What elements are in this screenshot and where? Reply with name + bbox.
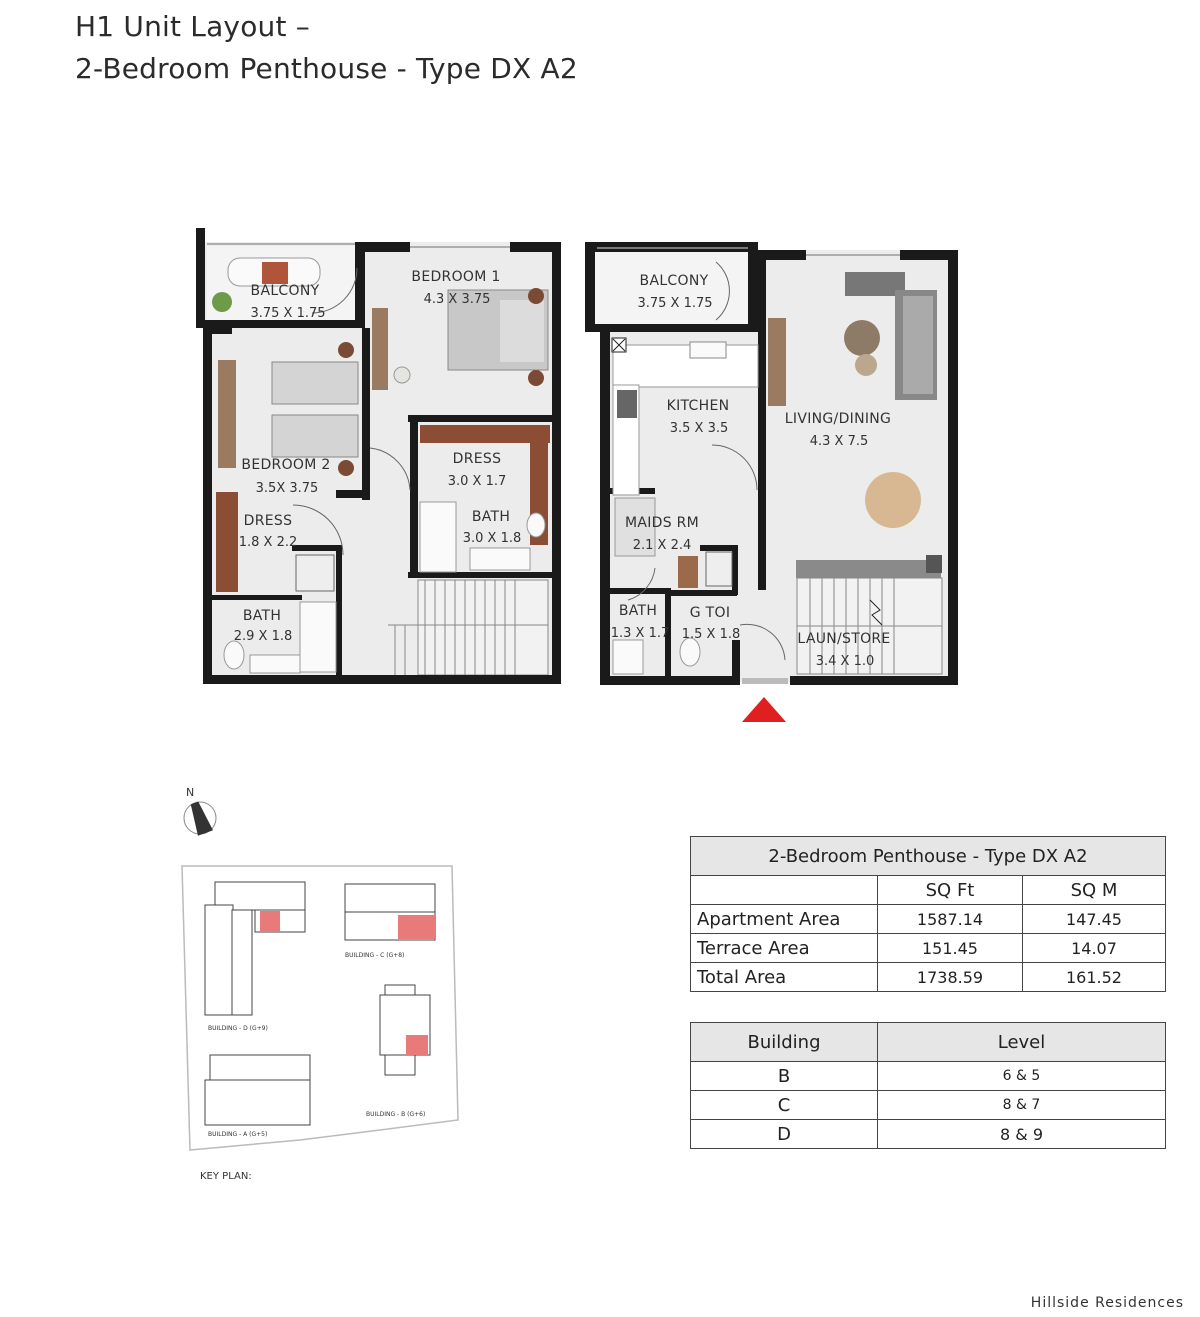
bedroom1-label: BEDROOM 1 [411,269,501,285]
laundry-label: LAUN/STORE [797,631,891,647]
lower-bath-label: BATH [618,603,658,619]
key-plan [182,786,458,1182]
living-label: LIVING/DINING [784,411,892,427]
entrance-arrow-icon [742,697,786,722]
bath1-label: BATH [471,509,511,525]
table-row: D 8 & 9 [691,1120,1166,1149]
bath2-dims: 2.9 X 1.8 [233,629,293,644]
area-table [690,836,1166,992]
building-header: Building [691,1023,878,1062]
bedroom2-label: BEDROOM 2 [241,457,331,473]
living-dims: 4.3 X 7.5 [809,434,869,449]
highlight-building-d [260,911,280,932]
level-header: Level [878,1023,1166,1062]
lower-floor-plan [585,242,958,722]
building-b-label: BUILDING - B (G+6) [366,1111,426,1118]
maids-label: MAIDS RM [624,515,700,531]
north-arrow-icon [184,786,216,836]
north-label: N [186,786,195,799]
dress2-label: DRESS [243,513,293,529]
building-a-label: BUILDING - A (G+5) [208,1131,268,1138]
lower-balcony-label: BALCONY [639,273,709,289]
highlight-building-b [406,1035,428,1055]
kitchen-label: KITCHEN [666,398,730,414]
table-row: Terrace Area 151.45 14.07 [691,934,1166,963]
dress1-label: DRESS [452,451,502,467]
page-title-line2: 2-Bedroom Penthouse - Type DX A2 [75,52,578,85]
toilet-label: G TOI [689,605,731,621]
bedroom1-dims: 4.3 X 3.75 [423,292,491,307]
building-c-label: BUILDING - C (G+8) [345,952,405,959]
bath1-dims: 3.0 X 1.8 [462,531,522,546]
brand-footer: Hillside Residences [1030,1295,1184,1311]
bedroom2-dims: 3.5X 3.75 [255,481,319,496]
building-level-table [690,1022,1166,1149]
key-plan-label: KEY PLAN: [200,1171,252,1182]
page-title-line1: H1 Unit Layout – [75,10,310,43]
upper-floor-plan [196,228,561,684]
kitchen-dims: 3.5 X 3.5 [669,421,729,436]
maids-dims: 2.1 X 2.4 [632,538,692,553]
building-d-label: BUILDING - D (G+9) [208,1025,268,1032]
bath2-label: BATH [242,608,282,624]
table-row: B 6 & 5 [691,1062,1166,1091]
upper-balcony-label: BALCONY [250,283,320,299]
table-row: Apartment Area 1587.14 147.45 [691,905,1166,934]
toilet-dims: 1.5 X 1.8 [681,627,741,642]
dress2-dims: 1.8 X 2.2 [238,535,298,550]
lower-balcony-dims: 3.75 X 1.75 [637,296,713,311]
lower-bath-dims: 1.3 X 1.7 [610,626,670,641]
sqm-header: SQ M [1023,876,1166,905]
laundry-dims: 3.4 X 1.0 [815,654,875,669]
upper-balcony-dims: 3.75 X 1.75 [250,306,326,321]
dress1-dims: 3.0 X 1.7 [447,474,507,489]
area-table-title: 2-Bedroom Penthouse - Type DX A2 [691,837,1166,876]
highlight-building-c [398,915,436,939]
table-row: Total Area 1738.59 161.52 [691,963,1166,992]
sqft-header: SQ Ft [878,876,1023,905]
table-row: C 8 & 7 [691,1091,1166,1120]
